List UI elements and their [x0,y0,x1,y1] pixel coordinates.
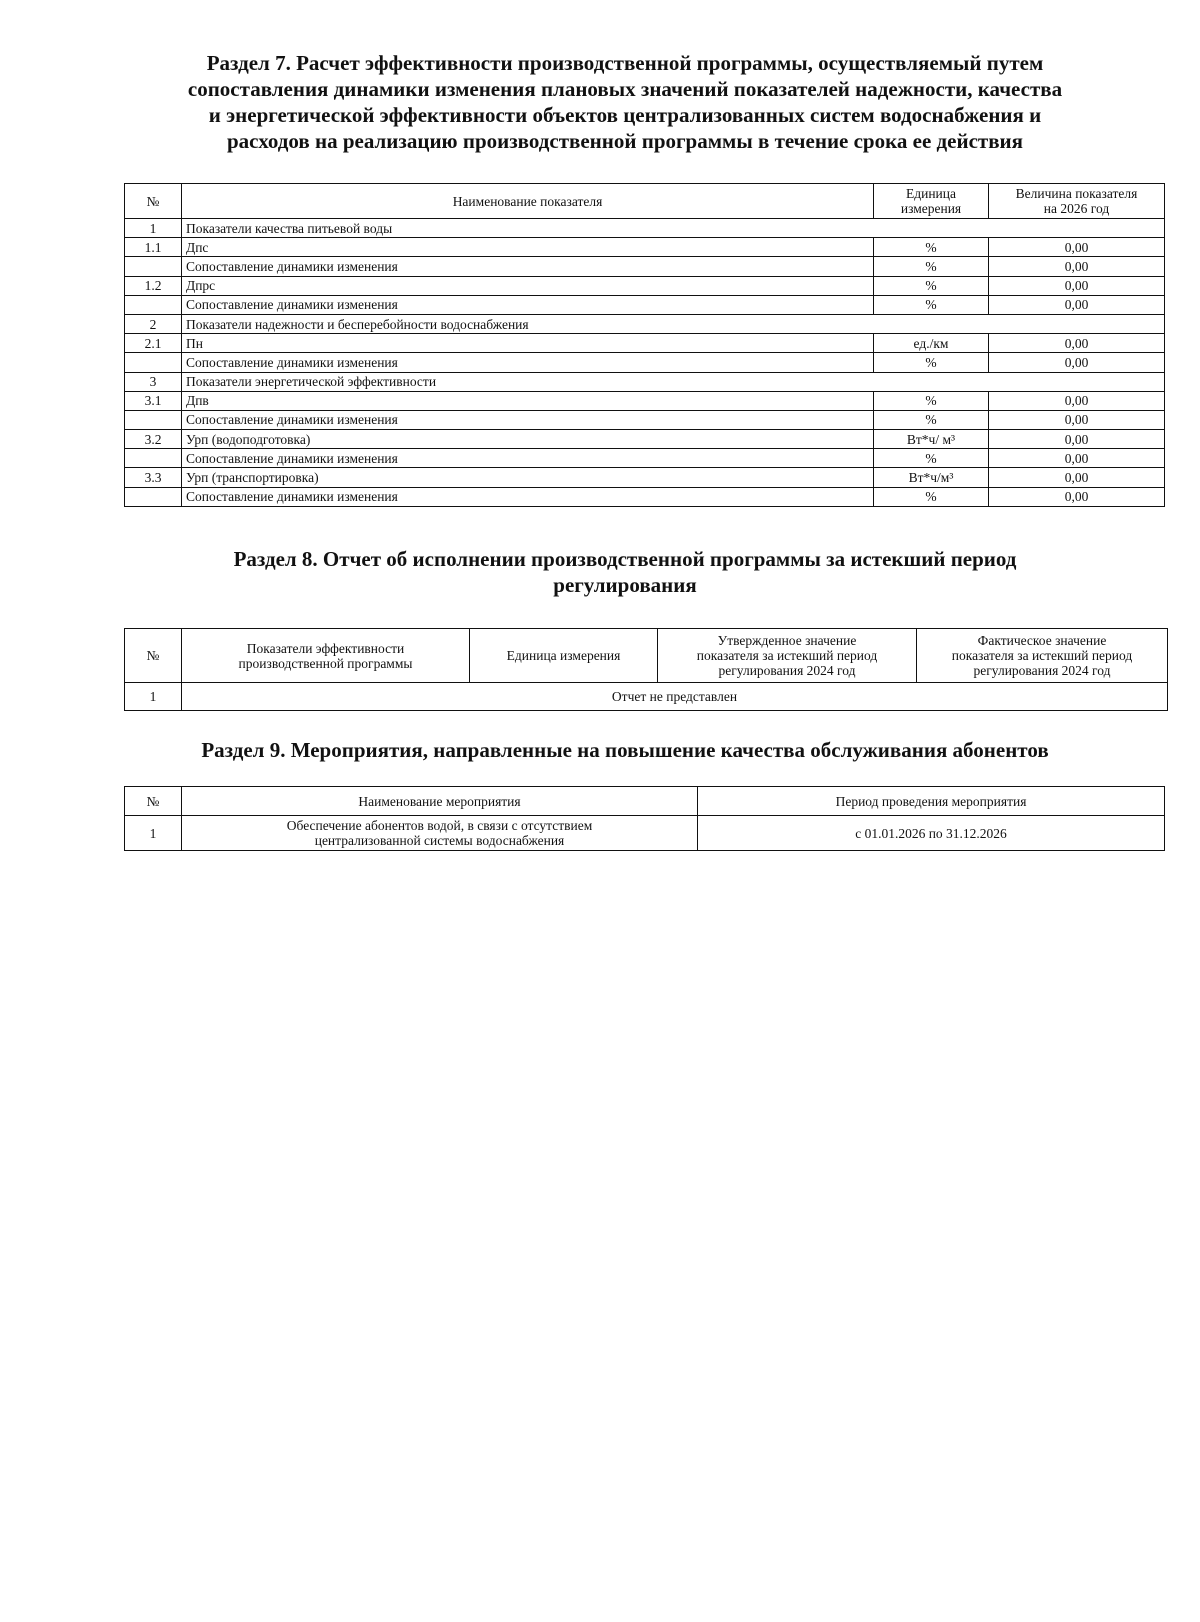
indicator-unit: % [874,257,989,276]
header-line: показателя за истекший период [951,648,1133,663]
col-value-header-line: на 2026 год [1043,201,1110,216]
table-row [125,238,1165,257]
row-num: 1.2 [125,276,182,295]
section7-title-line: расходов на реализацию производственной программы в течение срока ее действия [226,129,1024,153]
report-status: Отчет не представлен [182,683,1168,711]
header-line: регулирования 2024 год [718,663,856,678]
indicator-name: Пн [182,334,874,353]
section9-title-line: Раздел 9. Мероприятия, направленные на повышение качества обслуживания абонентов [201,738,1049,762]
indicator-name: Сопоставление динамики изменения [182,295,874,314]
indicator-name: Сопоставление динамики изменения [182,449,874,468]
section7-title-line: сопоставления динамики изменения плановых значений показателей надежности, качества [187,77,1063,101]
row-num: 2 [125,314,182,333]
table-header-row [125,629,1168,683]
table-row [125,276,1165,295]
row-num: 1 [125,683,182,711]
section9-table [124,786,1165,851]
indicator-unit: Вт*ч/м³ [874,468,989,487]
col-num-header: № [125,629,182,683]
row-num: 3 [125,372,182,391]
row-num [125,410,182,429]
indicator-unit: % [874,238,989,257]
table-row [125,410,1165,429]
row-num [125,353,182,372]
indicator-unit: Вт*ч/ м³ [874,430,989,449]
measure-name-line: Обеспечение абонентов водой, в связи с отсутствием [286,818,593,833]
col-actual-header [917,629,1168,683]
row-num: 3.2 [125,430,182,449]
indicator-name: Сопоставление динамики изменения [182,257,874,276]
indicator-value: 0,00 [989,468,1165,487]
indicator-value: 0,00 [989,430,1165,449]
section8-title [110,546,1140,598]
measure-period: с 01.01.2026 по 31.12.2026 [698,816,1165,851]
header-line: Утвержденное значение [717,633,857,648]
section7-title-line: и энергетической эффективности объектов централизованных систем водоснабжения и [208,103,1042,127]
col-value-header [989,184,1165,219]
indicator-name: Сопоставление динамики изменения [182,410,874,429]
group-name: Показатели качества питьевой воды [182,219,1165,238]
table-row [125,683,1168,711]
col-period-header: Период проведения мероприятия [698,787,1165,816]
row-num [125,295,182,314]
section9-title [110,737,1140,763]
indicator-value: 0,00 [989,487,1165,506]
indicator-unit: % [874,391,989,410]
table-row [125,449,1165,468]
col-unit-header: Единица измерения [470,629,658,683]
col-num-header: № [125,184,182,219]
indicator-name: Урп (транспортировка) [182,468,874,487]
row-num: 2.1 [125,334,182,353]
row-num [125,257,182,276]
indicator-unit: % [874,410,989,429]
section8-title-line: Раздел 8. Отчет об исполнении производственной программы за истекший период [233,547,1017,571]
section7-title [110,50,1140,154]
col-unit-header-line: Единица [905,186,956,201]
table-row [125,487,1165,506]
header-line: Фактическое значение [977,633,1107,648]
section8-table [124,628,1168,711]
measure-name-line: централизованной системы водоснабжения [314,833,565,848]
table-header-row [125,184,1165,219]
indicator-value: 0,00 [989,353,1165,372]
table-row [125,430,1165,449]
row-num: 1.1 [125,238,182,257]
table-row [125,468,1165,487]
table-row [125,295,1165,314]
row-num: 1 [125,219,182,238]
row-num: 1 [125,816,182,851]
measure-name [182,816,698,851]
header-line: производственной программы [238,655,413,671]
indicator-value: 0,00 [989,238,1165,257]
table-row [125,334,1165,353]
group-row [125,372,1165,391]
col-name-header: Наименование показателя [182,184,874,219]
indicator-name: Дпрс [182,276,874,295]
indicator-value: 0,00 [989,410,1165,429]
indicator-unit: ед./км [874,334,989,353]
indicator-value: 0,00 [989,391,1165,410]
indicator-value: 0,00 [989,334,1165,353]
indicator-value: 0,00 [989,449,1165,468]
group-name: Показатели надежности и бесперебойности водоснабжения [182,314,1165,333]
header-line: показателя за истекший период [696,648,878,663]
indicator-name: Сопоставление динамики изменения [182,353,874,372]
indicator-unit: % [874,276,989,295]
row-num: 3.3 [125,468,182,487]
indicator-value: 0,00 [989,295,1165,314]
col-unit-header-line: измерения [900,201,962,216]
indicator-value: 0,00 [989,276,1165,295]
group-row [125,219,1165,238]
section8-title-line: регулирования [553,573,697,597]
col-name-header: Наименование мероприятия [182,787,698,816]
col-num-header: № [125,787,182,816]
section7-table [124,183,1165,507]
col-approved-header [658,629,917,683]
indicator-name: Урп (водоподготовка) [182,430,874,449]
indicator-name: Дпв [182,391,874,410]
indicator-unit: % [874,295,989,314]
group-row [125,314,1165,333]
group-name: Показатели энергетической эффективности [182,372,1165,391]
header-line: регулирования 2024 год [973,663,1111,678]
indicator-value: 0,00 [989,257,1165,276]
indicator-unit: % [874,449,989,468]
table-row [125,353,1165,372]
table-header-row [125,787,1165,816]
table-row [125,257,1165,276]
indicator-name: Сопоставление динамики изменения [182,487,874,506]
table-row [125,391,1165,410]
col-indicators-header [182,629,470,683]
col-unit-header [874,184,989,219]
indicator-name: Дпс [182,238,874,257]
indicator-unit: % [874,487,989,506]
indicator-unit: % [874,353,989,372]
section7-table-body [125,219,1165,507]
row-num [125,449,182,468]
table-row [125,816,1165,851]
header-line: Показатели эффективности [246,640,405,656]
col-value-header-line: Величина показателя [1015,186,1138,201]
row-num [125,487,182,506]
row-num: 3.1 [125,391,182,410]
section7-title-line: Раздел 7. Расчет эффективности производственной программы, осуществляемый путем [206,51,1044,75]
